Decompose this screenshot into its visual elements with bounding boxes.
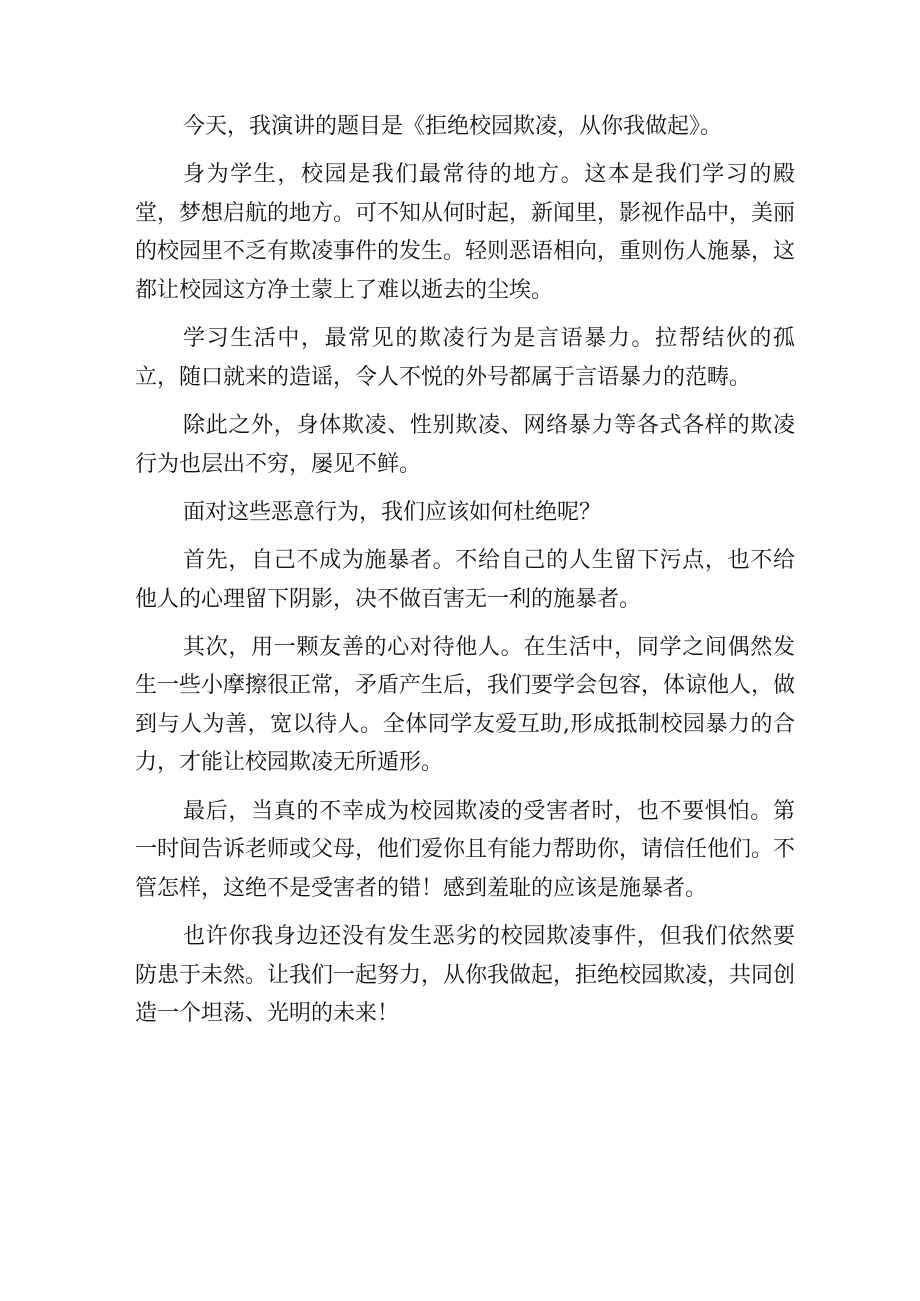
paragraph-6: 首先，自己不成为施暴者。不给自己的人生留下污点，也不给他人的心理留下阴影，决不做百害无一利的施暴者。 <box>135 547 795 612</box>
paragraph-4: 除此之外，身体欺凌、性别欺凌、网络暴力等各式各样的欺凌行为也层出不穷，屡见不鲜。 <box>135 412 795 477</box>
paragraph-3: 学习生活中，最常见的欺凌行为是言语暴力。拉帮结伙的孤立，随口就来的造谣，令人不悦的外号都属于言语暴力的范畴。 <box>135 326 795 390</box>
paragraph-9: 也许你我身边还没有发生恶劣的校园欺凌事件，但我们依然要防患于未然。让我们一起努力，从你我做起，拒绝校园欺凌，共同创造一个坦荡、光明的未来！ <box>135 924 796 1027</box>
paragraph-2: 身为学生，校园是我们最常待的地方。这本是我们学习的殿堂，梦想启航的地方。可不知从何时起，新闻里，影视作品中，美丽的校园里不乏有欺凌事件的发生。轻则恶语相向，重则伤人施暴，这都让校园这方净土蒙上了难以逝去的尘埃。 <box>135 162 796 303</box>
paragraph-1: 今天，我演讲的题目是《拒绝校园欺凌，从你我做起》。 <box>183 114 723 139</box>
paragraph-8: 最后，当真的不幸成为校园欺凌的受害者时，也不要惧怕。第一时间告诉老师或父母，他们爱你且有能力帮助你，请信任他们。不管怎样，这绝不是受害者的错！感到羞耻的应该是施暴者。 <box>135 798 796 901</box>
speech-body <box>135 108 795 1043</box>
paragraph-5: 面对这些恶意行为，我们应该如何杜绝呢？ <box>183 499 602 525</box>
paragraph-7: 其次，用一颗友善的心对待他人。在生活中，同学之间偶然发生一些小摩擦很正常，矛盾产生后，我们要学会包容，体谅他人，做到与人为善，宽以待人。全体同学友爱互助,形成抵制校园暴力的合力，才能让校园欺凌无所遁形。 <box>135 634 796 776</box>
